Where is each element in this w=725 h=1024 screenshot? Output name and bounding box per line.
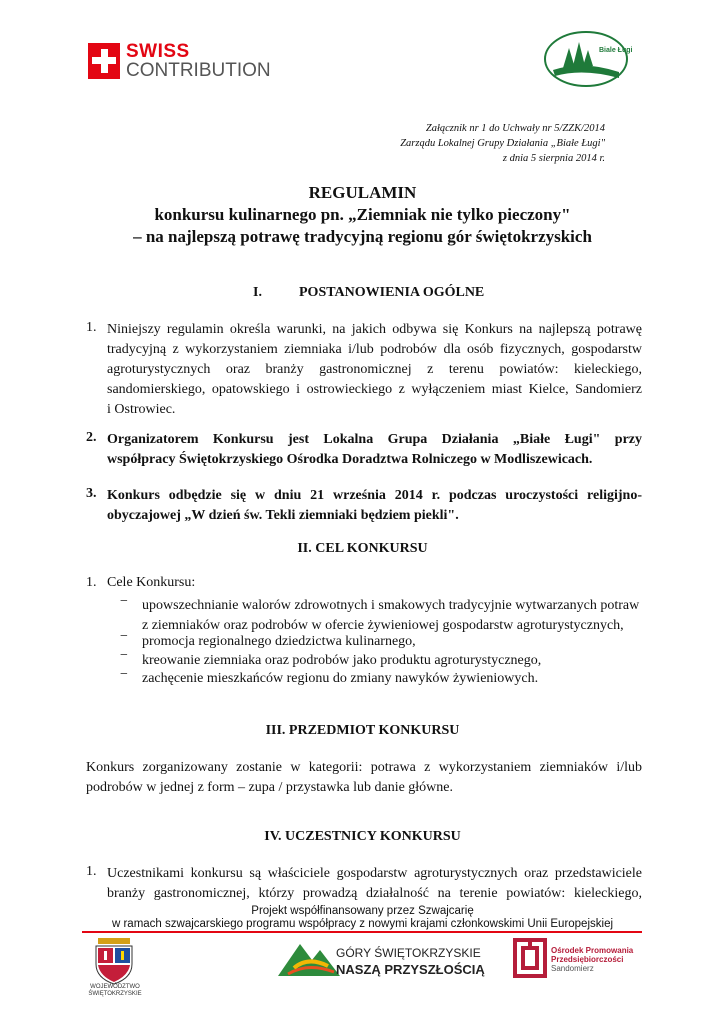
document-title <box>0 182 725 248</box>
dash-bullet: − <box>120 648 128 663</box>
paragraph-line: i Ostrowiec. <box>107 402 176 417</box>
gory-line2: NASZĄ PRZYSZŁOŚCIĄ <box>336 962 485 977</box>
footer-note <box>0 905 725 931</box>
wojewodztwo-crest-icon <box>92 938 136 984</box>
footer-line: Projekt współfinansowany przez Szwajcarię <box>251 905 474 917</box>
footer-line: w ramach szwajcarskiego programu współpracy z nowymi krajami członkowskimi Unii Europejskiej <box>111 918 614 930</box>
bullet-line: z ziemniaków oraz podrobów w ofercie żywieniowej gospodarstw agroturystycznych, <box>142 618 624 633</box>
swiss-flag-icon <box>88 43 120 79</box>
osrodek-line2: Przedsiębiorczości <box>551 955 624 964</box>
paragraph-line: Organizatorem Konkursu jest Lokalna Grupa Działania „Białe Ługi" przy <box>107 432 642 447</box>
wojewodztwo-label <box>85 984 145 998</box>
dash-bullet: − <box>120 594 128 609</box>
dash-bullet: − <box>120 629 128 644</box>
paragraph-line: Konkurs zorganizowany zostanie w kategorii: potrawa z wykorzystaniem ziemniaków i/lub <box>86 760 642 775</box>
item-number: 2. <box>86 430 97 445</box>
bullet-text: kreowanie ziemniaka oraz podrobów jako produktu agroturystycznego, <box>142 653 542 668</box>
lgd-biale-lugi-logo <box>543 30 633 88</box>
paragraph-line: Niniejszy regulamin określa warunki, na jakich odbywa się Konkurs na najlepszą potrawę <box>107 322 642 337</box>
section4-item-1 <box>107 864 642 904</box>
title-line: – na najlepszą potrawę tradycyjną regionu gór świętokrzyskich <box>133 227 592 246</box>
mountains-icon <box>278 938 340 978</box>
bullet-text <box>142 596 639 636</box>
osrodek-line3: Sandomierz <box>551 964 594 973</box>
item-number: 1. <box>86 864 97 879</box>
section1-heading: POSTANOWIENIA OGÓLNE <box>299 285 485 300</box>
gory-line1: GÓRY ŚWIĘTOKRZYSKIE <box>336 946 481 960</box>
item-number: 1. <box>86 575 97 590</box>
osrodek-emblem-icon <box>513 938 547 978</box>
woj-label-line: WOJEWÓDZTWO <box>90 984 140 990</box>
paragraph-line: Uczestnikami konkursu są właściciele gospodarstw agroturystycznych oraz przedstawiciele <box>107 866 642 881</box>
paragraph-line: tradycyjną z wykorzystaniem ziemniaka i/lub podrobów dla osób fizycznych, gospodarstw <box>107 342 642 357</box>
footer-divider <box>82 931 642 933</box>
swiss-logo-line2: CONTRIBUTION <box>126 60 271 81</box>
swiss-contribution-logo <box>88 42 271 80</box>
section2-item-label: Cele Konkursu: <box>107 575 196 590</box>
woj-label-line: ŚWIĘTOKRZYSKIE <box>88 991 142 997</box>
paragraph-line: podrobów w jednej z form – zupa / przystawka lub danie główne. <box>86 780 454 795</box>
title-line: konkursu kulinarnego pn. „Ziemniak nie tylko pieczony" <box>154 205 571 224</box>
annex-line: Załącznik nr 1 do Uchwały nr 5/ZZK/2014 <box>425 123 605 134</box>
bullet-text: promocja regionalnego dziedzictwa kulinarnego, <box>142 634 416 649</box>
section3-paragraph <box>86 758 642 798</box>
item-number: 3. <box>86 486 97 501</box>
paragraph-line: agroturystycznych oraz branży gastronomicznej z terenu powiatów: kieleckiego, <box>107 362 642 377</box>
title-line: REGULAMIN <box>308 183 417 202</box>
paragraph-line: sandomierskiego, opatowskiego i ostrowieckiego z wyłączeniem miast Kielce, Sandomierz <box>107 382 642 397</box>
annex-line: Zarządu Lokalnej Grupy Działania „Białe Ługi" <box>400 138 605 149</box>
section3-heading: III. PRZEDMIOT KONKURSU <box>265 723 460 738</box>
paragraph-line: obyczajowej „W dzień św. Tekli ziemniaki będziem piekli". <box>107 508 459 523</box>
section1-item-1 <box>107 320 642 420</box>
section4-heading: IV. UCZESTNICY KONKURSU <box>264 829 461 844</box>
paragraph-line: Konkurs odbędzie się w dniu 21 września 2014 r. podczas uroczystości religijno- <box>107 488 642 503</box>
item-number: 1. <box>86 320 97 335</box>
annex-line: z dnia 5 sierpnia 2014 r. <box>502 153 605 164</box>
section1-item-3 <box>107 486 642 526</box>
dash-bullet: − <box>120 667 128 682</box>
section1-item-2 <box>107 430 642 470</box>
annex-note <box>400 121 605 166</box>
swiss-logo-line1: SWISS <box>126 41 190 62</box>
paragraph-line: współpracy Świętokrzyskiego Ośrodka Doradztwa Rolniczego w Modliszewicach. <box>107 452 593 467</box>
bullet-line: upowszechnianie walorów zdrowotnych i smakowych tradycyjnie wytwarzanych potraw <box>142 598 640 613</box>
osrodek-line1: Ośrodek Promowania <box>551 946 634 955</box>
section1-numeral: I. <box>253 285 262 300</box>
section2-heading: II. CEL KONKURSU <box>297 541 428 556</box>
bullet-text: zachęcenie mieszkańców regionu do zmiany nawyków żywieniowych. <box>142 671 539 686</box>
lgd-logo-text: Biale Ługi <box>599 47 633 54</box>
paragraph-line: branży gastronomicznej, którzy prowadzą działalność na terenie powiatów: kieleckiego, <box>107 886 642 901</box>
